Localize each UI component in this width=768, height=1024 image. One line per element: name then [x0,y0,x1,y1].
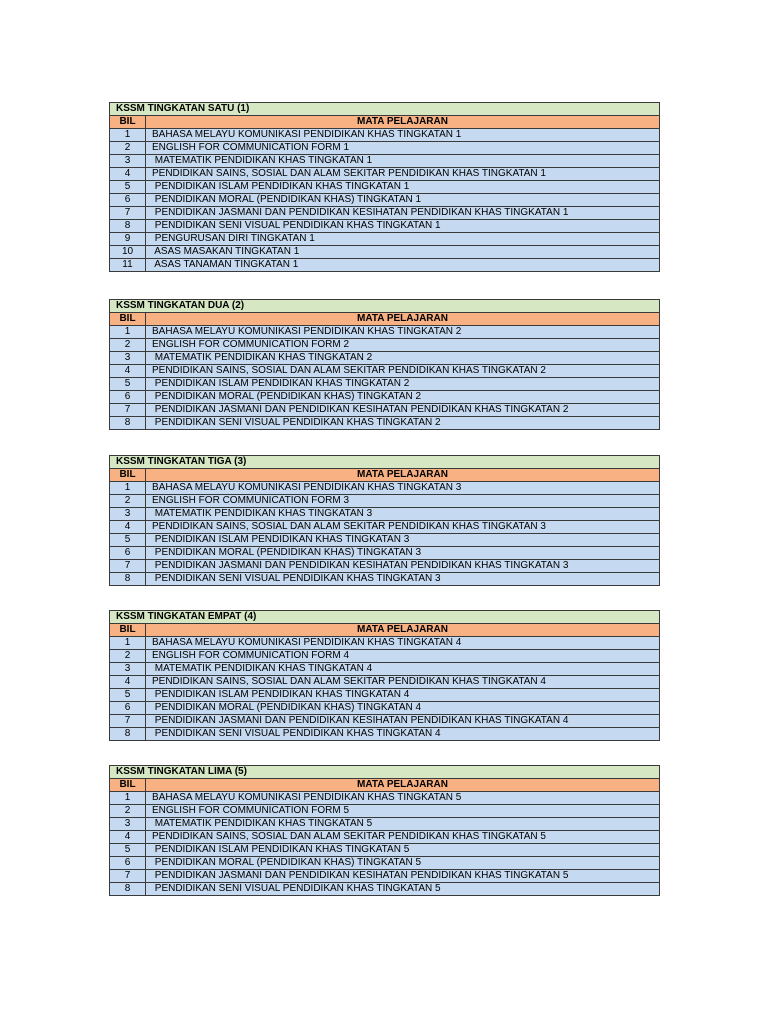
subject-table [109,455,660,586]
row-number: 4 [110,521,146,534]
row-number: 1 [110,792,146,805]
table-row [110,194,660,207]
row-number: 5 [110,534,146,547]
row-number: 6 [110,857,146,870]
table-row [110,702,660,715]
subject-name: PENGURUSAN DIRI TINGKATAN 1 [146,233,660,246]
table-row [110,844,660,857]
subject-name: PENDIDIKAN SENI VISUAL PENDIDIKAN KHAS TINGKATAN 3 [146,573,660,586]
table-row [110,508,660,521]
subject-name: ASAS MASAKAN TINGKATAN 1 [146,246,660,259]
subject-name: PENDIDIKAN SENI VISUAL PENDIDIKAN KHAS TINGKATAN 4 [146,728,660,741]
row-number: 1 [110,129,146,142]
section-title: KSSM TINGKATAN DUA (2) [110,300,660,313]
subject-name: PENDIDIKAN SAINS, SOSIAL DAN ALAM SEKITAR PENDIDIKAN KHAS TINGKATAN 1 [146,168,660,181]
table-row [110,495,660,508]
subject-name: MATEMATIK PENDIDIKAN KHAS TINGKATAN 5 [146,818,660,831]
subject-name: PENDIDIKAN JASMANI DAN PENDIDIKAN KESIHATAN PENDIDIKAN KHAS TINGKATAN 5 [146,870,660,883]
row-number: 3 [110,352,146,365]
subject-name: PENDIDIKAN JASMANI DAN PENDIDIKAN KESIHATAN PENDIDIKAN KHAS TINGKATAN 3 [146,560,660,573]
row-number: 7 [110,870,146,883]
table-row [110,521,660,534]
table-row [110,870,660,883]
table-row [110,404,660,417]
table-row [110,831,660,844]
column-header-row [110,469,660,482]
row-number: 2 [110,495,146,508]
subject-name: PENDIDIKAN MORAL (PENDIDIKAN KHAS) TINGKATAN 3 [146,547,660,560]
column-header-bil: BIL [110,779,146,792]
subject-name: PENDIDIKAN SENI VISUAL PENDIDIKAN KHAS TINGKATAN 5 [146,883,660,896]
table-row [110,883,660,896]
row-number: 6 [110,702,146,715]
subject-name: ASAS TANAMAN TINGKATAN 1 [146,259,660,272]
table-row [110,573,660,586]
column-header-subject: MATA PELAJARAN [146,779,660,792]
subject-name: MATEMATIK PENDIDIKAN KHAS TINGKATAN 4 [146,663,660,676]
row-number: 5 [110,844,146,857]
table-row [110,650,660,663]
subject-name: PENDIDIKAN SAINS, SOSIAL DAN ALAM SEKITAR PENDIDIKAN KHAS TINGKATAN 4 [146,676,660,689]
table-row [110,129,660,142]
table-row [110,676,660,689]
subject-name: PENDIDIKAN SAINS, SOSIAL DAN ALAM SEKITAR PENDIDIKAN KHAS TINGKATAN 2 [146,365,660,378]
table-row [110,534,660,547]
row-number: 5 [110,181,146,194]
section-title: KSSM TINGKATAN EMPAT (4) [110,611,660,624]
row-number: 11 [110,259,146,272]
subject-name: PENDIDIKAN SAINS, SOSIAL DAN ALAM SEKITAR PENDIDIKAN KHAS TINGKATAN 5 [146,831,660,844]
subject-name: PENDIDIKAN JASMANI DAN PENDIDIKAN KESIHATAN PENDIDIKAN KHAS TINGKATAN 1 [146,207,660,220]
row-number: 3 [110,155,146,168]
table-row [110,637,660,650]
row-number: 3 [110,508,146,521]
table-row [110,378,660,391]
subject-table [109,299,660,430]
subject-name: MATEMATIK PENDIDIKAN KHAS TINGKATAN 3 [146,508,660,521]
section-title-row [110,300,660,313]
row-number: 7 [110,404,146,417]
table-row [110,233,660,246]
subject-name: BAHASA MELAYU KOMUNIKASI PENDIDIKAN KHAS TINGKATAN 1 [146,129,660,142]
table-row [110,326,660,339]
row-number: 4 [110,831,146,844]
table-row [110,560,660,573]
table-row [110,663,660,676]
table-row [110,818,660,831]
row-number: 3 [110,663,146,676]
subject-name: ENGLISH FOR COMMUNICATION FORM 2 [146,339,660,352]
subject-name: PENDIDIKAN MORAL (PENDIDIKAN KHAS) TINGKATAN 4 [146,702,660,715]
row-number: 6 [110,547,146,560]
section-title: KSSM TINGKATAN SATU (1) [110,103,660,116]
table-row [110,689,660,702]
subject-name: PENDIDIKAN ISLAM PENDIDIKAN KHAS TINGKATAN 2 [146,378,660,391]
section-title-row [110,766,660,779]
row-number: 1 [110,326,146,339]
subject-name: PENDIDIKAN ISLAM PENDIDIKAN KHAS TINGKATAN 4 [146,689,660,702]
row-number: 10 [110,246,146,259]
subject-name: PENDIDIKAN MORAL (PENDIDIKAN KHAS) TINGKATAN 1 [146,194,660,207]
table-row [110,246,660,259]
row-number: 8 [110,573,146,586]
subject-name: BAHASA MELAYU KOMUNIKASI PENDIDIKAN KHAS TINGKATAN 4 [146,637,660,650]
column-header-bil: BIL [110,313,146,326]
row-number: 8 [110,417,146,430]
row-number: 5 [110,378,146,391]
table-row [110,728,660,741]
row-number: 4 [110,168,146,181]
subject-name: MATEMATIK PENDIDIKAN KHAS TINGKATAN 2 [146,352,660,365]
column-header-bil: BIL [110,624,146,637]
table-row [110,715,660,728]
row-number: 3 [110,818,146,831]
subject-name: BAHASA MELAYU KOMUNIKASI PENDIDIKAN KHAS TINGKATAN 2 [146,326,660,339]
row-number: 6 [110,194,146,207]
subject-name: PENDIDIKAN MORAL (PENDIDIKAN KHAS) TINGKATAN 5 [146,857,660,870]
row-number: 5 [110,689,146,702]
row-number: 1 [110,482,146,495]
subject-name: ENGLISH FOR COMMUNICATION FORM 3 [146,495,660,508]
section-title-row [110,611,660,624]
subject-name: PENDIDIKAN JASMANI DAN PENDIDIKAN KESIHATAN PENDIDIKAN KHAS TINGKATAN 4 [146,715,660,728]
row-number: 4 [110,676,146,689]
subject-table [109,102,660,272]
row-number: 6 [110,391,146,404]
row-number: 7 [110,207,146,220]
column-header-bil: BIL [110,116,146,129]
column-header-subject: MATA PELAJARAN [146,116,660,129]
subject-name: ENGLISH FOR COMMUNICATION FORM 4 [146,650,660,663]
row-number: 2 [110,805,146,818]
subject-name: BAHASA MELAYU KOMUNIKASI PENDIDIKAN KHAS TINGKATAN 3 [146,482,660,495]
subject-name: ENGLISH FOR COMMUNICATION FORM 5 [146,805,660,818]
row-number: 8 [110,220,146,233]
subject-name: PENDIDIKAN SAINS, SOSIAL DAN ALAM SEKITAR PENDIDIKAN KHAS TINGKATAN 3 [146,521,660,534]
row-number: 2 [110,142,146,155]
section-title-row [110,456,660,469]
subject-name: BAHASA MELAYU KOMUNIKASI PENDIDIKAN KHAS TINGKATAN 5 [146,792,660,805]
subject-name: ENGLISH FOR COMMUNICATION FORM 1 [146,142,660,155]
column-header-row [110,116,660,129]
column-header-subject: MATA PELAJARAN [146,313,660,326]
subject-name: PENDIDIKAN ISLAM PENDIDIKAN KHAS TINGKATAN 1 [146,181,660,194]
table-row [110,168,660,181]
table-row [110,417,660,430]
table-row [110,365,660,378]
subject-table [109,610,660,741]
table-row [110,259,660,272]
row-number: 2 [110,650,146,663]
row-number: 4 [110,365,146,378]
subject-name: PENDIDIKAN SENI VISUAL PENDIDIKAN KHAS TINGKATAN 2 [146,417,660,430]
subject-name: PENDIDIKAN ISLAM PENDIDIKAN KHAS TINGKATAN 3 [146,534,660,547]
subject-name: PENDIDIKAN SENI VISUAL PENDIDIKAN KHAS TINGKATAN 1 [146,220,660,233]
table-row [110,155,660,168]
table-row [110,391,660,404]
table-row [110,142,660,155]
column-header-row [110,624,660,637]
column-header-subject: MATA PELAJARAN [146,624,660,637]
subject-name: MATEMATIK PENDIDIKAN KHAS TINGKATAN 1 [146,155,660,168]
row-number: 9 [110,233,146,246]
table-row [110,857,660,870]
table-row [110,339,660,352]
column-header-row [110,779,660,792]
subject-name: PENDIDIKAN MORAL (PENDIDIKAN KHAS) TINGKATAN 2 [146,391,660,404]
subject-name: PENDIDIKAN JASMANI DAN PENDIDIKAN KESIHATAN PENDIDIKAN KHAS TINGKATAN 2 [146,404,660,417]
column-header-row [110,313,660,326]
subject-name: PENDIDIKAN ISLAM PENDIDIKAN KHAS TINGKATAN 5 [146,844,660,857]
column-header-subject: MATA PELAJARAN [146,469,660,482]
table-row [110,207,660,220]
section-title: KSSM TINGKATAN TIGA (3) [110,456,660,469]
table-row [110,220,660,233]
row-number: 8 [110,883,146,896]
row-number: 8 [110,728,146,741]
row-number: 7 [110,560,146,573]
table-row [110,805,660,818]
table-row [110,547,660,560]
section-title: KSSM TINGKATAN LIMA (5) [110,766,660,779]
column-header-bil: BIL [110,469,146,482]
row-number: 1 [110,637,146,650]
row-number: 7 [110,715,146,728]
table-row [110,482,660,495]
row-number: 2 [110,339,146,352]
table-row [110,181,660,194]
table-row [110,792,660,805]
subject-table [109,765,660,896]
table-row [110,352,660,365]
section-title-row [110,103,660,116]
